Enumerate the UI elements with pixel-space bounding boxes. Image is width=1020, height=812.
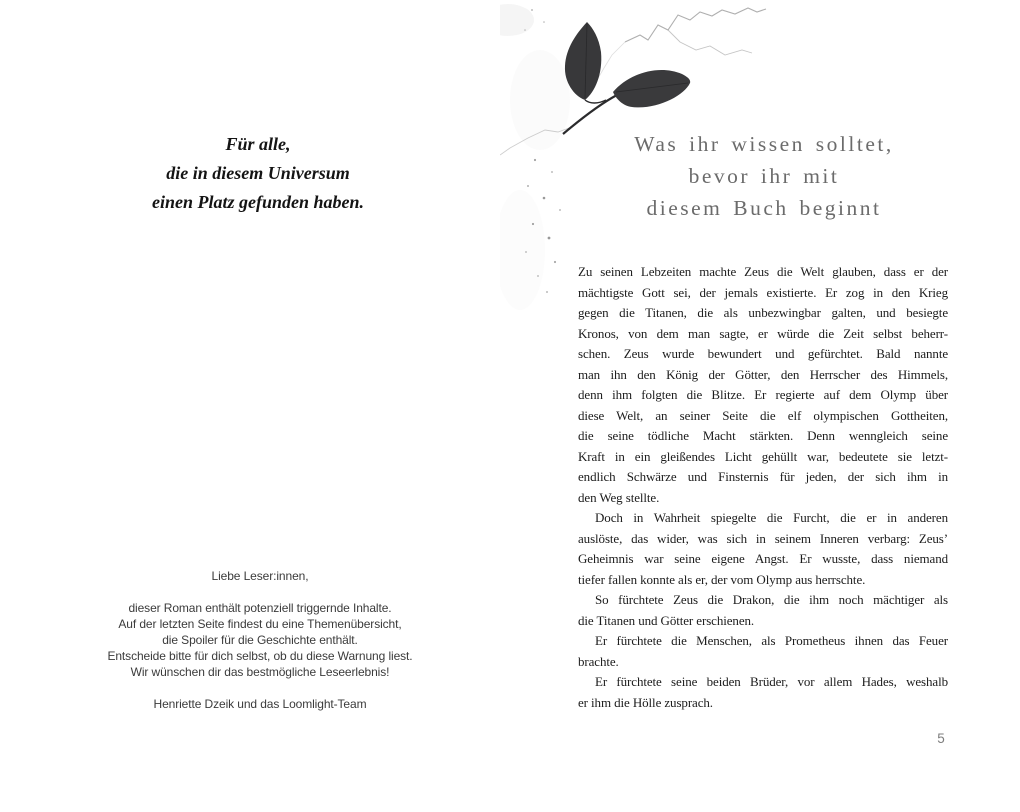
body-line: denn ihm folgten die Blitze. Er regierte auf dem Olymp über: [578, 387, 948, 402]
text-line: diesem Buch beginnt: [646, 196, 882, 220]
lightning-line-icon: [625, 8, 766, 42]
body-line: den Weg stellte.: [578, 489, 660, 505]
body-line: gegen die Titanen, die als unbezwingbar galten, und besiegte: [578, 305, 948, 320]
text-line: die in diesem Universum: [166, 163, 350, 183]
body-line: Zu seinen Lebzeiten machte Zeus die Welt glauben, dass er der: [578, 264, 948, 279]
text-line: Wir wünschen dir das bestmögliche Leseerlebnis!: [130, 665, 390, 679]
text-line: bevor ihr mit: [688, 164, 840, 188]
text-line: Entscheide bitte für dich selbst, ob du diese Warnung liest.: [107, 649, 413, 663]
body-line: er ihm die Hölle zusprach.: [578, 694, 713, 710]
text-line: Was ihr wissen solltet,: [634, 132, 894, 156]
reader-note-body: [40, 600, 480, 680]
leaf-icon: [565, 22, 601, 100]
body-line: So fürchtete Zeus die Drakon, die ihm noch mächtiger als: [595, 592, 948, 607]
body-line: Er fürchtete die Menschen, als Prometheus ihnen das Feuer: [595, 633, 948, 648]
leaf-icon: [613, 70, 690, 107]
body-line: auslöste, das wider, was sich in seinem Inneren verbarg: Zeus’: [578, 530, 948, 546]
reader-note: [40, 568, 480, 712]
body-line: diese Welt, an seiner Seite die elf olympischen Gottheiten,: [578, 407, 948, 423]
body-line: brachte.: [578, 653, 619, 669]
text-line: Auf der letzten Seite findest du eine Themenübersicht,: [118, 617, 402, 631]
text-line: einen Platz gefunden haben.: [151, 192, 365, 212]
body-line: Kraft in ein gleißendes Licht gehüllt war, bedeutete sie letzt-: [578, 448, 948, 464]
body-line: Kronos, von dem man sagte, er würde die Zeit selbst beherr-: [578, 325, 948, 341]
body-line: die Titanen und Götter erschienen.: [578, 612, 755, 628]
body-line: mächtigste Gott sei, der jemals existierte. Er zog in den Krieg: [578, 284, 948, 300]
reader-note-salutation: Liebe Leser:innen,: [211, 569, 309, 583]
body-line: endlich Schwärze und Finsternis für jeden, der sich ihm in: [578, 469, 948, 484]
reader-note-signature: Henriette Dzeik und das Loomlight-Team: [153, 697, 367, 711]
body-line: man ihn den König der Götter, den Herrscher des Himmels,: [578, 366, 948, 382]
page-number: 5: [937, 731, 945, 746]
body-line: Geheimnis war seine eigene Angst. Er wusste, dass niemand: [578, 551, 948, 566]
chapter-title: [578, 128, 950, 224]
body-line: tiefer fallen konnte als er, der vom Olymp aus herrschte.: [578, 571, 866, 587]
body-line: Doch in Wahrheit spiegelte die Furcht, die er in anderen: [595, 510, 948, 525]
body-line: Er fürchtete seine beiden Brüder, vor allem Hades, weshalb: [595, 674, 948, 689]
body-line: schen. Zeus wurde bewundert und gefürchtet. Bald nannte: [578, 346, 948, 361]
text-line: die Spoiler für die Geschichte enthält.: [162, 633, 358, 647]
body-text: [578, 262, 948, 713]
dedication: [58, 130, 458, 217]
text-line: dieser Roman enthält potenziell triggernde Inhalte.: [128, 601, 392, 615]
text-line: Für alle,: [225, 134, 291, 154]
body-line: die seine tödliche Macht stärkten. Denn wenngleich seine: [578, 428, 948, 443]
